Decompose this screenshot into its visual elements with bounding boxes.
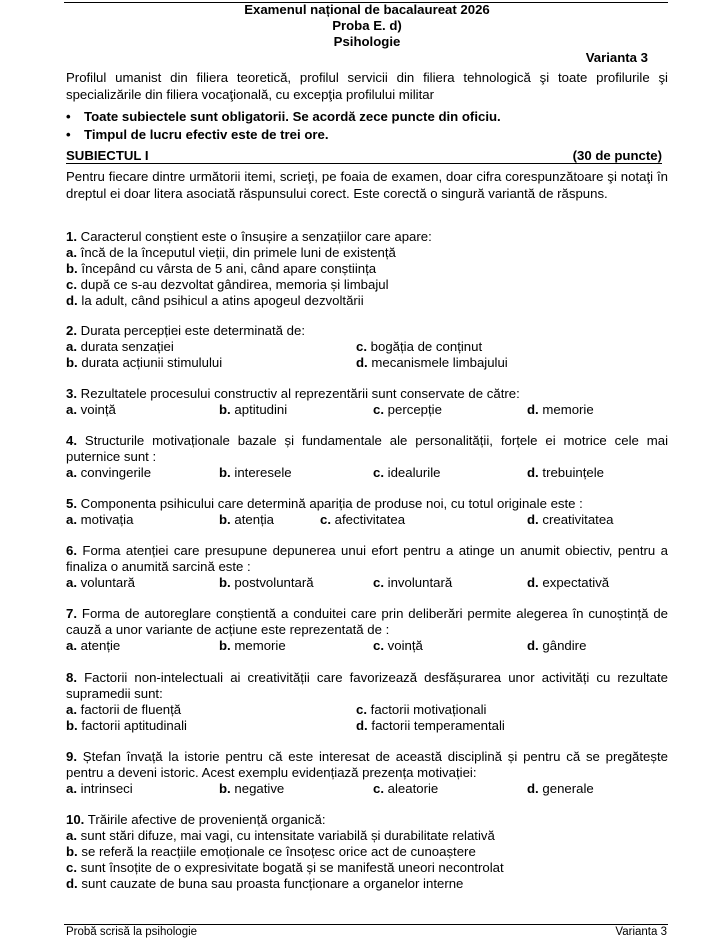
- question-stem: Forma de autoreglare conștientă a conduitei care prin deliberări permite alegerea în cunoștință de cauză a unor variante de acțiune este reprezentată de :: [66, 606, 669, 637]
- option: c. percepție: [373, 402, 442, 417]
- option: b. memorie: [219, 638, 286, 653]
- question-number: 5.: [66, 496, 77, 511]
- option: a. sunt stări difuze, mai vagi, cu intensitate variabilă și durabilitate relativă: [66, 828, 495, 843]
- option: a. încă de la începutul vieții, din primele luni de existență: [66, 245, 396, 260]
- option: d. factorii temperamentali: [356, 718, 505, 733]
- option: b. postvoluntară: [219, 575, 314, 590]
- question-stem: Trăirile afective de proveniență organică:: [87, 812, 326, 827]
- option: a. voință: [66, 402, 116, 417]
- question-number: 2.: [66, 323, 77, 338]
- option: b. interesele: [219, 465, 292, 480]
- question-9: [66, 749, 668, 797]
- question-5: [66, 496, 668, 528]
- question-7: [66, 606, 668, 654]
- variant-label: Varianta 3: [585, 50, 648, 65]
- option: d. trebuințele: [527, 465, 604, 480]
- question-6: [66, 543, 668, 591]
- question-stem: Ștefan învață la istorie pentru că este interesat de această disciplină și pentru că se pregătește pentru a deveni istoric. Acest exemplu evidențiază prezența motivației:: [66, 749, 668, 780]
- option: d. creativitatea: [527, 512, 614, 527]
- option: c. involuntară: [373, 575, 453, 590]
- option: c. factorii motivaționali: [356, 702, 487, 717]
- option: d. expectativă: [527, 575, 610, 590]
- question-stem: Factorii non-intelectuali ai creativității care favorizează desfășurarea unor activități cu rezultate supramedii sunt:: [66, 670, 668, 701]
- question-number: 8.: [66, 670, 77, 685]
- footer-rule: [64, 924, 668, 925]
- option: a. durata senzației: [66, 339, 174, 354]
- option: b. negative: [219, 781, 285, 796]
- option: c. afectivitatea: [320, 512, 406, 527]
- option: a. atenție: [66, 638, 121, 653]
- question-stem: Rezultatele procesului constructiv al reprezentării sunt conservate de către:: [80, 386, 520, 401]
- option: c. aleatorie: [373, 781, 439, 796]
- option: c. voință: [373, 638, 423, 653]
- option: d. la adult, când psihicul a atins apogeul dezvoltării: [66, 293, 364, 308]
- rules-list: [66, 108, 668, 144]
- question-number: 10.: [66, 812, 85, 827]
- option: d. sunt cauzate de buna sau proasta funcționare a organelor interne: [66, 876, 464, 891]
- option: d. memorie: [527, 402, 594, 417]
- question-number: 1.: [66, 229, 77, 244]
- option: c. după ce s-au dezvoltat gândirea, memoria și limbajul: [66, 277, 389, 292]
- exam-title: Examenul național de bacalaureat 2026: [244, 2, 490, 17]
- question-2: [66, 323, 668, 371]
- question-stem: Structurile motivaționale bazale și fundamentale ale personalității, forțele ei motrice cele mai puternice sunt :: [66, 433, 669, 464]
- question-number: 7.: [66, 606, 77, 621]
- question-number: 9.: [66, 749, 77, 764]
- subject-points: (30 de puncte): [572, 148, 662, 163]
- rule-item: • Timpul de lucru efectiv este de trei ore.: [66, 126, 668, 144]
- question-stem: Componenta psihicului care determină apariția de produse noi, cu totul originale este :: [80, 496, 583, 511]
- option: b. durata acțiunii stimulului: [66, 355, 223, 370]
- option: a. motivația: [66, 512, 134, 527]
- option: b. factorii aptitudinali: [66, 718, 187, 733]
- question-number: 3.: [66, 386, 77, 401]
- footer-left: Probă scrisă la psihologie: [66, 926, 198, 938]
- intro-paragraph: Profilul umanist din filiera teoretică, profilul servicii din filiera tehnologică şi toate profilurile şi specializările din filiera vocaţională, cu excepţia profilului militar: [66, 70, 668, 102]
- option: a. factorii de fluență: [66, 702, 182, 717]
- question-3: [66, 386, 668, 418]
- option: c. bogăția de conținut: [356, 339, 483, 354]
- question-stem: Caracterul conștient este o însușire a senzațiilor care apare:: [80, 229, 432, 244]
- option: a. intrinseci: [66, 781, 133, 796]
- rule-item: • Toate subiectele sunt obligatorii. Se acordă zece puncte din oficiu.: [66, 108, 668, 126]
- option: d. generale: [527, 781, 594, 796]
- option: c. sunt însoțite de o expresivitate bogată și se manifestă uneori necontrolat: [66, 860, 504, 875]
- exam-subject: Psihologie: [333, 34, 401, 49]
- option: b. aptitudini: [219, 402, 288, 417]
- option: b. se referă la reacțiile emoționale ce însoțesc orice act de cunoaștere: [66, 844, 476, 859]
- question-10: [66, 812, 668, 892]
- question-stem: Forma atenției care presupune depunerea unui efort pentru a atinge un anumit obiectiv, pentru a finaliza o anumită sarcină este :: [66, 543, 668, 574]
- option: b. atenția: [219, 512, 275, 527]
- option: b. începând cu vârsta de 5 ani, când apare conștiința: [66, 261, 377, 276]
- instructions-paragraph: Pentru fiecare dintre următorii itemi, scrieţi, pe foaia de examen, doar cifra corespunzătoare şi notaţi în dreptul ei doar litera asociată răspunsului corect. Este corectă o singură variantă de răspuns.: [66, 169, 668, 201]
- question-stem: Durata percepției este determinată de:: [80, 323, 305, 338]
- exam-subtitle: Proba E. d): [332, 18, 402, 33]
- subject-title: SUBIECTUL I: [66, 148, 149, 163]
- question-1: [66, 229, 668, 309]
- question-number: 6.: [66, 543, 77, 558]
- option: c. idealurile: [373, 465, 441, 480]
- subject-heading: [66, 148, 662, 164]
- option: a. voluntară: [66, 575, 135, 590]
- question-8: [66, 670, 668, 734]
- option: d. gândire: [527, 638, 587, 653]
- question-number: 4.: [66, 433, 77, 448]
- option: a. convingerile: [66, 465, 152, 480]
- option: d. mecanismele limbajului: [356, 355, 508, 370]
- question-4: [66, 433, 668, 481]
- footer-right: Varianta 3: [615, 926, 667, 938]
